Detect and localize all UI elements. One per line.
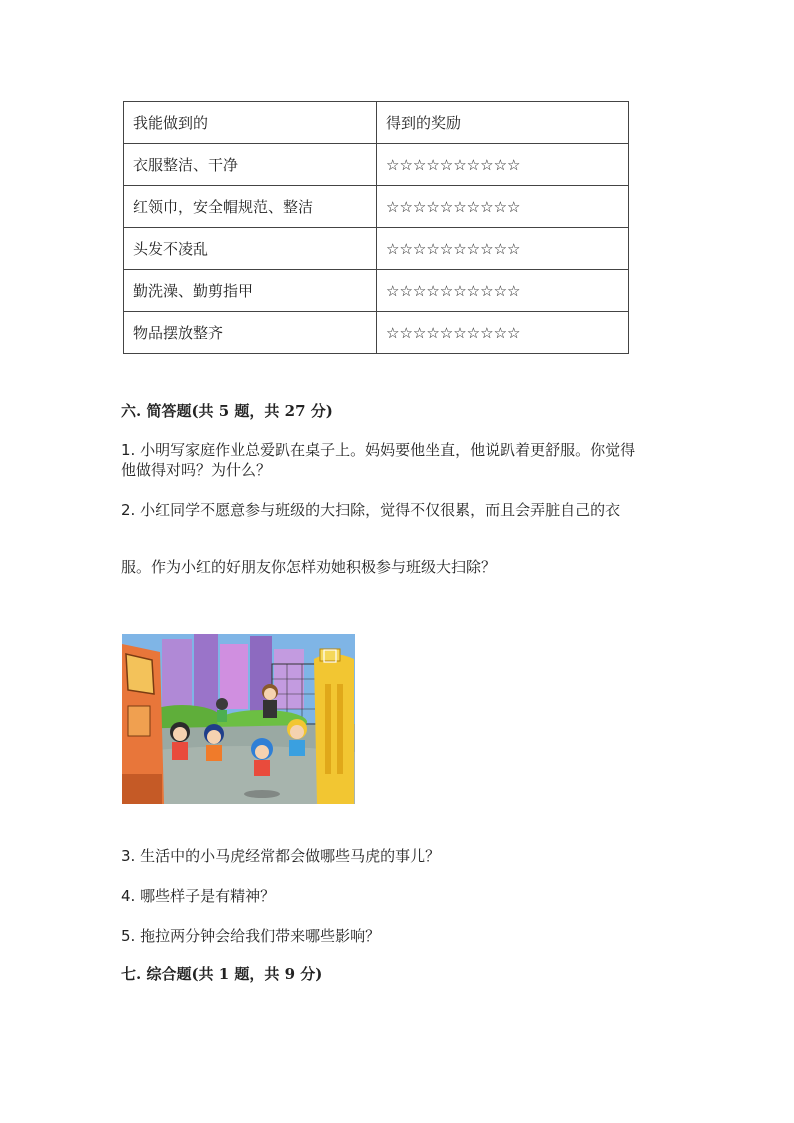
table-cell-item: 头发不凌乱 [124,228,377,270]
question-1-line-2: 他做得对吗？为什么？ [121,461,272,479]
table-row [124,228,629,270]
table-cell-stars: ☆☆☆☆☆☆☆☆☆☆ [377,312,629,354]
table-cell-item: 红领巾，安全帽规范、整洁 [124,186,377,228]
table-cell-item: 物品摆放整齐 [124,312,377,354]
table-cell-item: 衣服整洁、干净 [124,144,377,186]
table-header-cell: 我能做到的 [124,102,377,144]
table-row [124,144,629,186]
question-1-line-1: 1. 小明写家庭作业总爱趴在桌子上。妈妈要他坐直，他说趴着更舒服。你觉得 [121,441,636,459]
table-cell-item: 勤洗澡、勤剪指甲 [124,270,377,312]
table-header-cell: 得到的奖励 [377,102,629,144]
table-cell-stars: ☆☆☆☆☆☆☆☆☆☆ [377,228,629,270]
schoolyard-cartoon-image [122,634,355,804]
cartoon-illustration [122,634,355,804]
question-3: 3. 生活中的小马虎经常都会做哪些马虎的事儿？ [121,847,441,865]
table-row [124,186,629,228]
table-cell-stars: ☆☆☆☆☆☆☆☆☆☆ [377,144,629,186]
question-2-line-2: 服。作为小红的好朋友你怎样劝她积极参与班级大扫除？ [121,558,497,576]
table-header-row [124,102,629,144]
table-cell-stars: ☆☆☆☆☆☆☆☆☆☆ [377,186,629,228]
table-row [124,312,629,354]
question-5: 5. 拖拉两分钟会给我们带来哪些影响？ [121,927,381,945]
table-row [124,270,629,312]
question-4: 4. 哪些样子是有精神？ [121,887,276,905]
table-cell-stars: ☆☆☆☆☆☆☆☆☆☆ [377,270,629,312]
section-heading-short-answer: 六. 简答题(共 5 题，共 27 分) [121,402,333,420]
question-2-line-1: 2. 小红同学不愿意参与班级的大扫除，觉得不仅很累，而且会弄脏自己的衣 [121,501,621,519]
section-heading-comprehensive: 七. 综合题(共 1 题，共 9 分) [121,965,323,983]
reward-table [123,101,629,354]
